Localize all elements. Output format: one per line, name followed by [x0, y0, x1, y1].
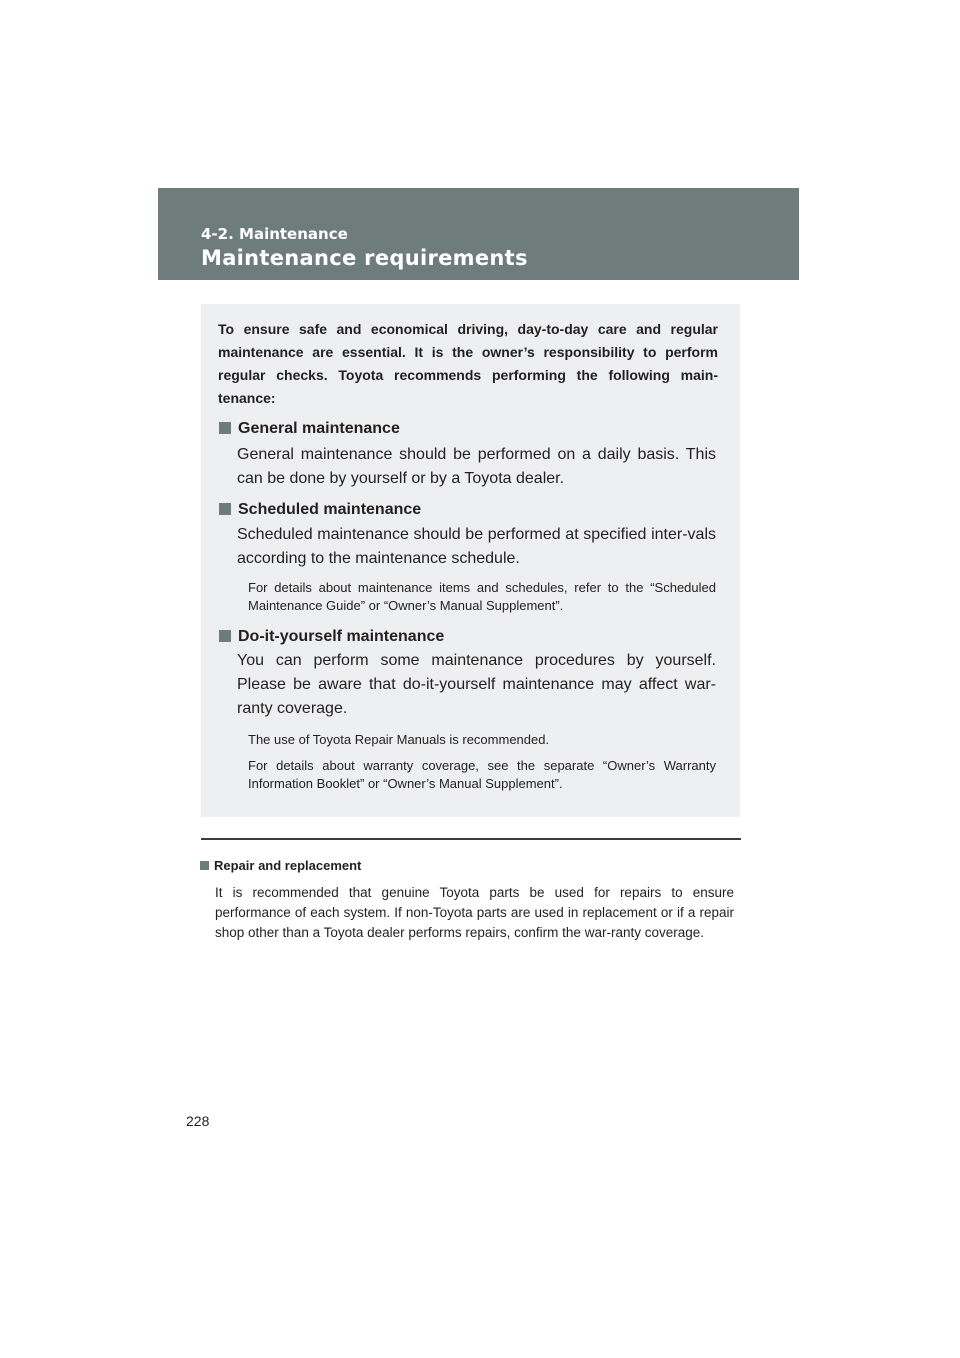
page-number: 228 [186, 1113, 210, 1129]
scheduled-maintenance-note: For details about maintenance items and schedules, refer to the “Scheduled Maintenance Guide” or “Owner’s Manual Supplement”. [248, 580, 716, 613]
square-bullet-icon [200, 861, 209, 870]
section-header [158, 188, 799, 280]
section-label: 4-2. Maintenance [201, 225, 348, 243]
square-bullet-icon [219, 630, 231, 642]
heading-text: Scheduled maintenance [238, 501, 422, 518]
diy-maintenance-body: You can perform some maintenance procedures by yourself. Please be aware that do-it-yourself maintenance may affect war-ranty coverage. [237, 652, 716, 717]
heading-text: Repair and replacement [214, 858, 362, 873]
repair-replacement-body: It is recommended that genuine Toyota parts be used for repairs to ensure performance of each system. If non-Toyota parts are used in replacement or if a repair shop other than a Toyota dealer performs repairs, confirm the war-ranty coverage. [215, 885, 734, 940]
heading-text: General maintenance [238, 420, 400, 437]
page-title: Maintenance requirements [201, 246, 528, 270]
diy-maintenance-heading [219, 628, 444, 646]
general-maintenance-body: General maintenance should be performed on a daily basis. This can be done by yourself or by a Toyota dealer. [237, 446, 716, 487]
square-bullet-icon [219, 422, 231, 434]
scheduled-maintenance-body: Scheduled maintenance should be performed at specified inter-vals according to the maintenance schedule. [237, 526, 716, 567]
diy-maintenance-note-repair-manuals: The use of Toyota Repair Manuals is recommended. [248, 732, 550, 747]
divider [201, 838, 741, 840]
repair-replacement-heading [200, 858, 361, 873]
scheduled-maintenance-heading [219, 501, 421, 519]
maintenance-info-box [201, 304, 740, 817]
square-bullet-icon [219, 503, 231, 515]
intro-paragraph: To ensure safe and economical driving, day-to-day care and regular maintenance are essential. It is the owner’s responsibility to perform regular checks. Toyota recommends performing the following main-tenance: [218, 321, 718, 406]
heading-text: Do-it-yourself maintenance [238, 628, 445, 645]
diy-maintenance-note-warranty: For details about warranty coverage, see the separate “Owner’s Warranty Information Booklet” or “Owner’s Manual Supplement”. [248, 758, 716, 791]
general-maintenance-heading [219, 420, 400, 438]
